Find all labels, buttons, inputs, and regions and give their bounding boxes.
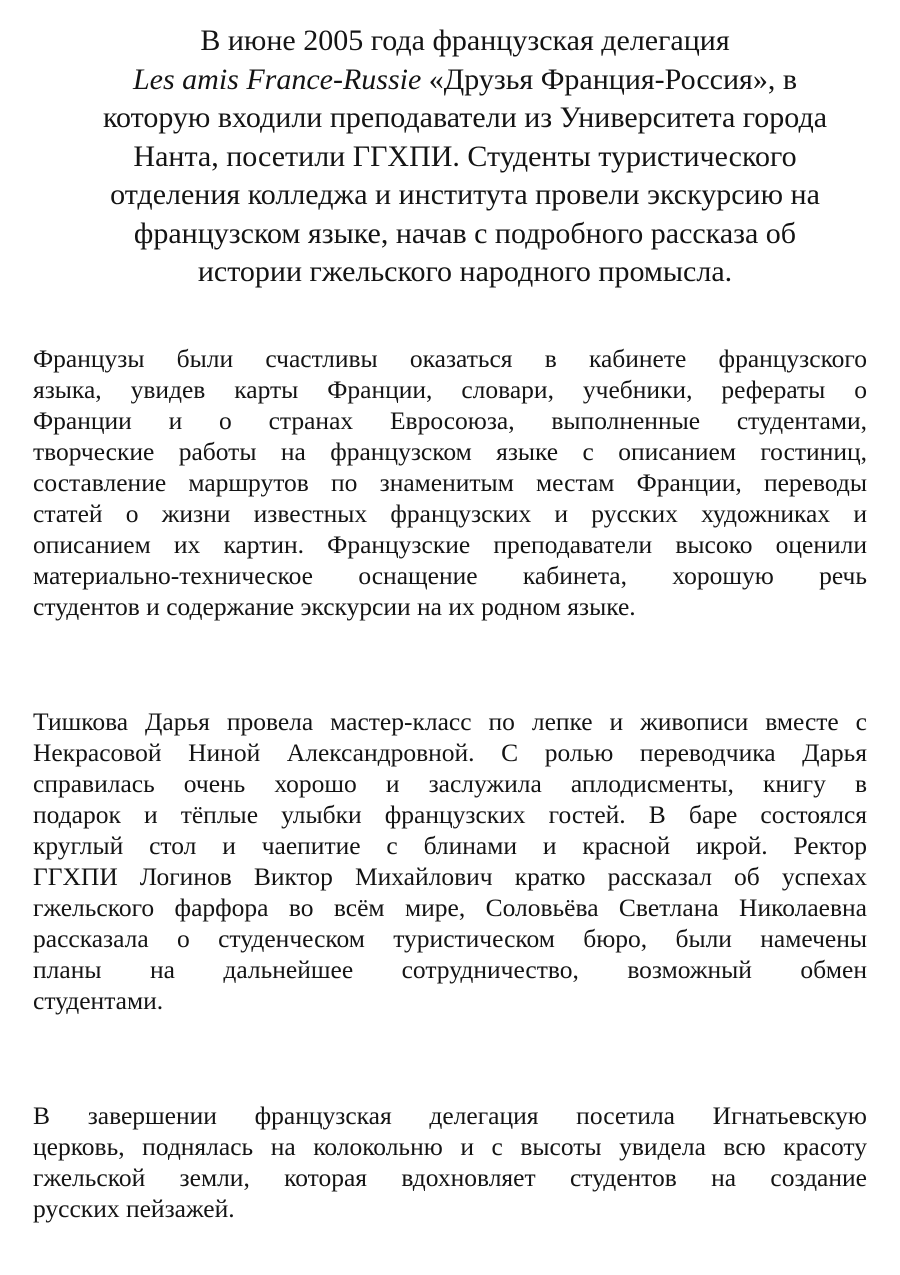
intro-line: французском языке, начав с подробного рассказа об <box>133 216 797 250</box>
body-paragraph <box>33 343 867 622</box>
paragraph-line: церковь, поднялась на колокольню и с высоты увидела всю красоту <box>33 1132 867 1161</box>
intro-line: истории гжельского народного промысла. <box>197 255 733 288</box>
paragraph-line: статей о жизни известных французских и русских художниках и <box>33 499 867 528</box>
intro-line: Нанта, посетили ГГХПИ. Студенты туристического <box>133 139 797 173</box>
intro-line <box>40 61 890 100</box>
intro-line: В июне 2005 года французская делегация <box>200 24 730 57</box>
body-paragraph <box>33 1100 867 1224</box>
paragraph-line: русских пейзажей. <box>33 1194 235 1223</box>
paragraph-line: ГГХПИ Логинов Виктор Михайлович кратко рассказал об успехах <box>33 862 867 891</box>
paragraph-line: В завершении французская делегация посетила Игнатьевскую <box>33 1101 867 1130</box>
intro-paragraph <box>40 22 890 292</box>
paragraph-line: студентами. <box>33 986 164 1015</box>
paragraph-line: круглый стол и чаепитие с блинами и красной икрой. Ректор <box>33 831 867 860</box>
body-paragraph <box>33 706 867 1016</box>
intro-line: отделения колледжа и института провели экскурсию на <box>110 178 820 211</box>
intro-line: которую входили преподаватели из Университета города <box>102 101 828 134</box>
paragraph-line: творческие работы на французском языке с описанием гостиниц, <box>33 437 867 466</box>
paragraph-line: Французы были счастливы оказаться в кабинете французского <box>33 344 867 373</box>
paragraph-line: Франции и о странах Евросоюза, выполненные студентами, <box>33 406 867 435</box>
paragraph-line: гжельского фарфора во всём мире, Соловьёва Светлана Николаевна <box>33 893 867 922</box>
paragraph-line: языка, увидев карты Франции, словари, учебники, рефераты о <box>33 375 867 404</box>
intro-line-text: «Друзья Франция-Россия», в <box>428 62 797 96</box>
paragraph-line: планы на дальнейшее сотрудничество, возможный обмен <box>33 955 867 984</box>
paragraph-line: Тишкова Дарья провела мастер-класс по лепке и живописи вместе с <box>33 707 867 736</box>
paragraph-line: рассказала о студенческом туристическом бюро, были намечены <box>33 924 867 953</box>
paragraph-line: подарок и тёплые улыбки французских гостей. В баре состоялся <box>33 800 867 829</box>
paragraph-line: материально-техническое оснащение кабинета, хорошую речь <box>33 561 867 590</box>
paragraph-line: описанием их картин. Французские преподаватели высоко оценили <box>33 530 867 559</box>
delegation-name: Les amis France-Russie <box>133 62 422 96</box>
paragraph-line: составление маршрутов по знаменитым местам Франции, переводы <box>33 468 867 497</box>
paragraph-line: справилась очень хорошо и заслужила аплодисменты, книгу в <box>33 769 867 798</box>
paragraph-line: гжельской земли, которая вдохновляет студентов на создание <box>33 1163 867 1192</box>
paragraph-line: Некрасовой Ниной Александровной. С ролью переводчика Дарья <box>33 738 867 767</box>
paragraph-line: студентов и содержание экскурсии на их родном языке. <box>33 592 636 621</box>
